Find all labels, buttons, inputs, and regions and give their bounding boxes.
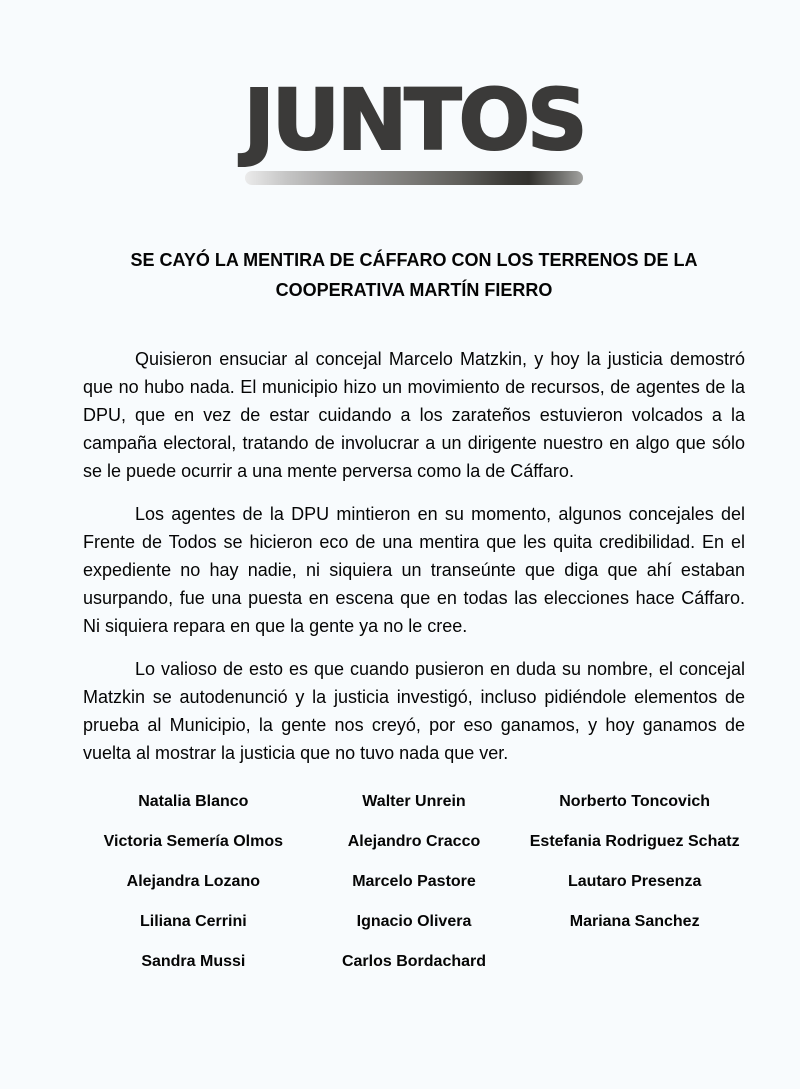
document-body: [0, 245, 800, 982]
signatory-name: Mariana Sanchez: [569, 913, 700, 930]
signatory-name: Norberto Toncovich: [559, 793, 711, 810]
logo-block: [0, 0, 800, 185]
signatories-grid: [83, 782, 745, 982]
signatory-name: Lautaro Presenza: [567, 873, 702, 890]
logo-gradient-bar: [245, 171, 583, 185]
juntos-logo-text: JUNTOS: [243, 71, 585, 169]
signatory-name: Victoria Semería Olmos: [103, 833, 283, 850]
paragraph-2: Los agentes de la DPU mintieron en su momento, algunos concejales del Frente de Todos se hicieron eco de una mentira que les quita credibilidad. En el expediente no hay nadie, ni siquiera un transeúnte que diga que ahí estaban usurpando, fue una puesta en escena que en todas las elecciones hace Cáffaro. Ni siquiera repara en que la gente ya no le cree.: [83, 504, 745, 636]
signatory-name: Sandra Mussi: [141, 953, 246, 970]
signatory-name: Walter Unrein: [362, 793, 466, 810]
juntos-logo: [243, 71, 585, 185]
signatory-name: Marcelo Pastore: [352, 873, 476, 890]
signatory-name: Carlos Bordachard: [341, 953, 487, 970]
paragraph-1: Quisieron ensuciar al concejal Marcelo Matzkin, y hoy la justicia demostró que no hubo nada. El municipio hizo un movimiento de recursos, de agentes de la DPU, que en vez de estar cuidando a los zarateños estuvieron volcados a la campaña electoral, tratando de involucrar a un dirigente nuestro en algo que sólo se le puede ocurrir a una mente perversa como la de Cáffaro.: [83, 349, 745, 481]
signatory-name: Alejandro Cracco: [347, 833, 481, 850]
signatory-name: Ignacio Olivera: [356, 913, 472, 930]
signatory-name: Natalia Blanco: [138, 793, 249, 810]
headline: SE CAYÓ LA MENTIRA DE CÁFFARO CON LOS TERRENOS DE LA COOPERATIVA MARTÍN FIERRO: [130, 250, 698, 300]
paragraphs-section: [83, 345, 745, 767]
signatory-name: Alejandra Lozano: [126, 873, 260, 890]
signatory-name: Liliana Cerrini: [139, 913, 247, 930]
paragraph-3: Lo valioso de esto es que cuando pusieron en duda su nombre, el concejal Matzkin se autodenunció y la justicia investigó, incluso pidiéndole elementos de prueba al Municipio, la gente nos creyó, por eso ganamos, y hoy ganamos de vuelta al mostrar la justicia que no tuvo nada que ver.: [83, 659, 745, 763]
signatory-name: Estefania Rodriguez Schatz: [529, 833, 740, 850]
